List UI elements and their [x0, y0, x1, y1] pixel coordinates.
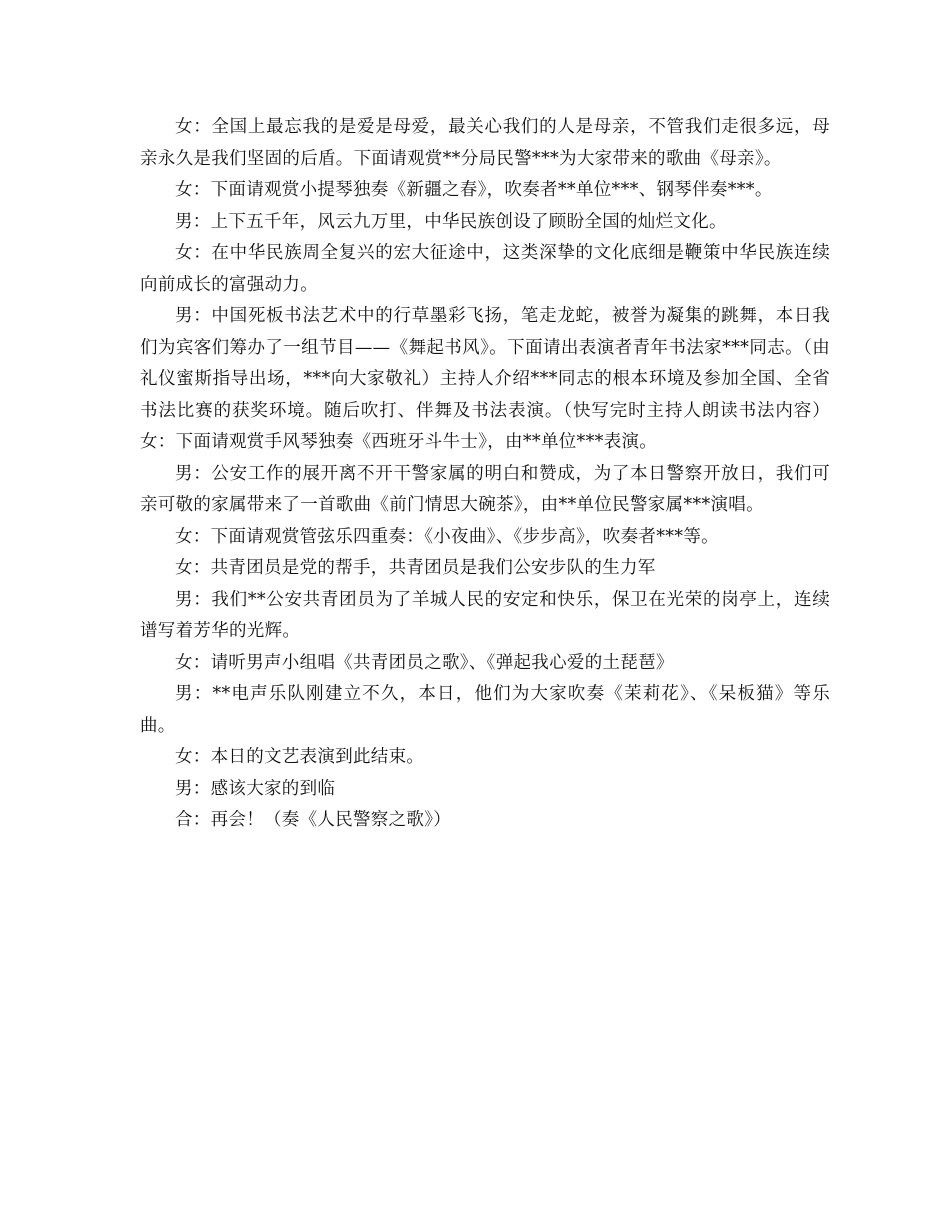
paragraph-12: 女：本日的文艺表演到此结束。 — [175, 747, 425, 767]
paragraph-8: 女：共青团员是党的帮手，共青团员是我们公安步队的生力军 — [175, 558, 656, 578]
paragraph-7: 女：下面请观赏管弦乐四重奏：《小夜曲》、《步步高》，吹奏者***等。 — [175, 526, 719, 547]
paragraph-14: 合：再会！（奏《人民警察之歌》） — [175, 810, 452, 830]
paragraph-1: 女：全国上最忘我的是爱是母爱，最关心我们的人是母亲，不管我们走很多远，母亲永久是我们坚固的后盾。下面请观赏**分局民警***为大家带来的歌曲《母亲》。 — [140, 117, 830, 169]
paragraph-5: 男：中国死板书法艺术中的行草墨彩飞扬，笔走龙蛇，被誉为凝集的跳舞，本日我们为宾客们筹办了一组节目——《舞起书风》。下面请出表演者青年书法家***同志。（由礼仪蜜斯指导出场，***向大家敬礼）主持人介绍***同志的根本环境及参加全国、全省书法比赛的获奖环境。随后吹打、伴舞及书法表演。（快写完时主持人朗读书法内容）女：下面请观赏手风琴独奏《西班牙斗牛士》，由**单位***表演。 — [140, 306, 830, 452]
paragraph-9: 男：我们**公安共青团员为了羊城人民的安定和快乐，保卫在光荣的岗亭上，连续谱写着芳华的光辉。 — [140, 589, 830, 641]
paragraph-3: 男：上下五千年，风云九万里，中华民族创设了顾盼全国的灿烂文化。 — [175, 211, 727, 232]
paragraph-2: 女：下面请观赏小提琴独奏《新疆之春》，吹奏者**单位***、钢琴伴奏***。 — [175, 180, 773, 200]
paragraph-6: 男：公安工作的展开离不开干警家属的明白和赞成，为了本日警察开放日，我们可亲可敬的家属带来了一首歌曲《前门情思大碗茶》，由**单位民警家属***演唱。 — [140, 463, 830, 515]
paragraph-13: 男：感该大家的到临 — [175, 778, 336, 799]
document-page — [140, 112, 830, 837]
paragraph-4: 女：在中华民族周全复兴的宏大征途中，这类深挚的文化底细是鞭策中华民族连续向前成长的富强动力。 — [140, 243, 830, 295]
paragraph-11: 男：**电声乐队刚建立不久，本日，他们为大家吹奏《茉莉花》、《呆板猫》等乐曲。 — [140, 684, 830, 736]
paragraph-10: 女：请听男声小组唱《共青团员之歌》、《弹起我心爱的土琵琶》 — [175, 652, 674, 673]
